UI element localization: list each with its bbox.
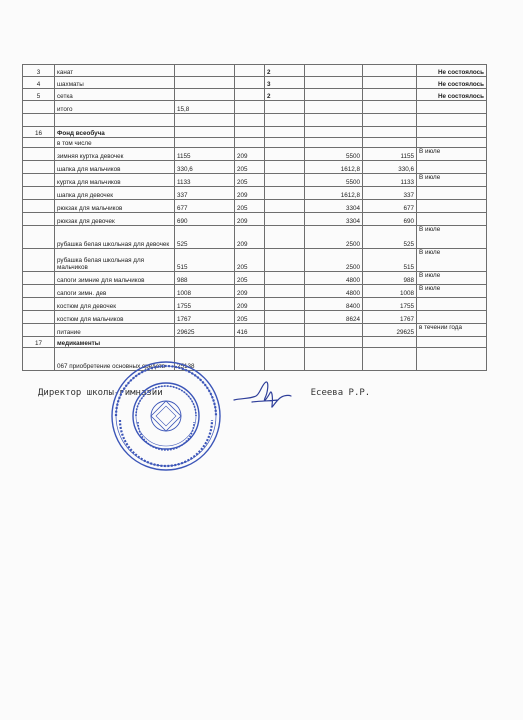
table-row [23,174,487,187]
table-cell [363,114,417,127]
table-cell: сапоги зимн. дев [55,285,175,298]
table-cell: 205 [235,174,265,187]
table-cell [265,298,305,311]
table-cell: 205 [235,311,265,324]
table-cell [417,101,487,114]
table-cell: 205 [235,161,265,174]
table-cell: 1755 [363,298,417,311]
table-cell [305,89,363,101]
table-cell: 2 [265,65,305,77]
table-cell: 416 [235,324,265,337]
table-cell: 1155 [363,148,417,161]
table-row [23,285,487,298]
table-cell: В июле [417,249,487,272]
table-row [23,138,487,148]
official-seal [110,360,222,472]
table-cell [23,138,55,148]
table-cell [23,324,55,337]
table-cell: сетка [55,89,175,101]
table-cell: Не состоялось [417,89,487,101]
table-cell: 3 [23,65,55,77]
table-cell: 2 [265,89,305,101]
table-cell: 067 приобретение основных средств [55,348,175,371]
table-cell [417,348,487,371]
table-cell: рюкзак для мальчиков [55,200,175,213]
table-cell [305,348,363,371]
table-cell: В июле [417,174,487,187]
table-cell: 1612,8 [305,187,363,200]
table-cell: куртка для мальчиков [55,174,175,187]
table-cell: 8400 [305,298,363,311]
table-cell: 209 [235,298,265,311]
table-cell: 5 [23,89,55,101]
table-cell: 29625 [175,324,235,337]
table-cell [363,337,417,348]
table-cell [417,200,487,213]
table-cell: 209 [235,187,265,200]
table-cell [23,187,55,200]
table-row [23,249,487,272]
table-cell [23,298,55,311]
table-cell [23,161,55,174]
table-cell [235,138,265,148]
table-cell: сапоги зимние для мальчиков [55,272,175,285]
table-cell: 1767 [363,311,417,324]
table-cell: 15,8 [175,101,235,114]
table-cell: медикаменты [55,337,175,348]
table-cell [265,114,305,127]
table-row [23,311,487,324]
table-cell: итого [55,101,175,114]
table-cell: зимняя куртка девочек [55,148,175,161]
table-cell [265,337,305,348]
table-cell [265,272,305,285]
table-cell [23,311,55,324]
table-row [23,77,487,89]
table-cell: 25138 [175,348,235,371]
table-cell [417,311,487,324]
table-cell: 690 [363,213,417,226]
table-cell [235,65,265,77]
table-cell: 515 [363,249,417,272]
table-cell: 337 [175,187,235,200]
table-cell [23,249,55,272]
table-cell: 209 [235,285,265,298]
table-cell: Фонд всеобуча [55,127,175,138]
table-cell [265,174,305,187]
table-cell: В июле [417,148,487,161]
table-cell: в том числе [55,138,175,148]
table-cell [417,161,487,174]
table-cell [265,187,305,200]
table-cell [305,138,363,148]
table-cell [235,101,265,114]
table-cell: 988 [175,272,235,285]
table-cell: 1612,8 [305,161,363,174]
table-cell: шахматы [55,77,175,89]
table-cell [363,65,417,77]
table-row [23,226,487,249]
table-cell [265,213,305,226]
table-cell: 690 [175,213,235,226]
table-cell: 525 [175,226,235,249]
table-cell: 4800 [305,272,363,285]
table-cell: 2500 [305,226,363,249]
table-cell: в течении года [417,324,487,337]
table-cell: 525 [363,226,417,249]
table-cell [175,65,235,77]
table-cell [23,348,55,371]
table-cell [305,127,363,138]
table-cell: В июле [417,272,487,285]
procurement-table [22,64,487,371]
table-cell: 205 [235,249,265,272]
table-cell [265,127,305,138]
table-cell: 205 [235,200,265,213]
table-cell: костюм для девочек [55,298,175,311]
table-cell: Не состоялось [417,65,487,77]
table-row [23,337,487,348]
table-cell [305,114,363,127]
table-cell [417,114,487,127]
table-row [23,272,487,285]
table-cell [363,77,417,89]
table-row [23,161,487,174]
table-cell [265,324,305,337]
table-cell: рюкзак для девочек [55,213,175,226]
table-cell [363,127,417,138]
table-row [23,148,487,161]
table-cell: 4800 [305,285,363,298]
table-cell [265,148,305,161]
table-cell: 205 [235,272,265,285]
table-cell: 3304 [305,200,363,213]
table-cell: 1133 [175,174,235,187]
table-cell [23,272,55,285]
table-row [23,200,487,213]
table-cell: шапка для девочек [55,187,175,200]
table-cell [175,114,235,127]
table-row [23,213,487,226]
table-cell [265,101,305,114]
table-cell [235,89,265,101]
table-cell: 337 [363,187,417,200]
table-row [23,127,487,138]
table-cell: 4 [23,77,55,89]
table-cell: 3 [265,77,305,89]
table-cell [23,285,55,298]
table-row [23,324,487,337]
table-cell: 16 [23,127,55,138]
table-cell [265,348,305,371]
table-cell [363,348,417,371]
table-cell [305,65,363,77]
table-cell: 1755 [175,298,235,311]
table-cell: 8624 [305,311,363,324]
table-cell: 515 [175,249,235,272]
table-cell [175,89,235,101]
table-cell [23,114,55,127]
director-title: Директор школы-гимназии [38,388,163,398]
table-cell [235,337,265,348]
table-cell [417,138,487,148]
table-cell [305,77,363,89]
table-cell [23,174,55,187]
table-cell: рубашка белая школьная для девочек [55,226,175,249]
table-cell: 677 [363,200,417,213]
table-cell [235,348,265,371]
table-row [23,89,487,101]
table-cell [265,226,305,249]
table-cell [363,89,417,101]
table-cell: шапка для мальчиков [55,161,175,174]
table-cell [23,226,55,249]
table-cell: В июле [417,285,487,298]
table-cell: 988 [363,272,417,285]
table-cell: 2500 [305,249,363,272]
table-cell [265,161,305,174]
table-cell: питание [55,324,175,337]
table-cell [23,213,55,226]
table-cell: 209 [235,213,265,226]
table-cell [23,101,55,114]
table-cell [235,127,265,138]
table-cell: костюм для мальчиков [55,311,175,324]
table-cell: 1008 [175,285,235,298]
table-cell [305,337,363,348]
table-cell: 209 [235,148,265,161]
table-cell: 330,6 [175,161,235,174]
table-cell [417,298,487,311]
table-cell [55,114,175,127]
table-row [23,65,487,77]
table-body [23,65,487,371]
table-cell [305,324,363,337]
table-cell [23,200,55,213]
table-row [23,101,487,114]
table-cell [175,127,235,138]
table-cell: рубашка белая школьная для мальчиков [55,249,175,272]
table-cell: канат [55,65,175,77]
handwritten-signature [232,378,292,412]
table-cell [175,337,235,348]
table-cell: В июле [417,226,487,249]
table-cell: 677 [175,200,235,213]
table-cell [265,285,305,298]
table-cell [265,311,305,324]
table-cell [417,213,487,226]
table-row [23,187,487,200]
table-cell [305,101,363,114]
table-cell [417,187,487,200]
table-cell [175,138,235,148]
table-cell: Не состоялось [417,77,487,89]
table-row [23,298,487,311]
table-cell: 1133 [363,174,417,187]
table-cell [363,138,417,148]
table-cell: 3304 [305,213,363,226]
table-cell [417,127,487,138]
director-name: Есеева Р.Р. [310,388,371,398]
table-cell [235,77,265,89]
table-cell: 5500 [305,174,363,187]
table-cell: 1767 [175,311,235,324]
table-cell [363,101,417,114]
table-cell [235,114,265,127]
table-cell: 29625 [363,324,417,337]
table-cell: 209 [235,226,265,249]
table-row [23,114,487,127]
table-cell [23,148,55,161]
table-cell: 1008 [363,285,417,298]
table-row [23,348,487,371]
table-cell [265,249,305,272]
table-cell: 1155 [175,148,235,161]
table-cell [417,337,487,348]
table-cell [265,138,305,148]
table-cell [175,77,235,89]
table-cell: 5500 [305,148,363,161]
table-cell: 330,6 [363,161,417,174]
table-cell [265,200,305,213]
table-cell: 17 [23,337,55,348]
